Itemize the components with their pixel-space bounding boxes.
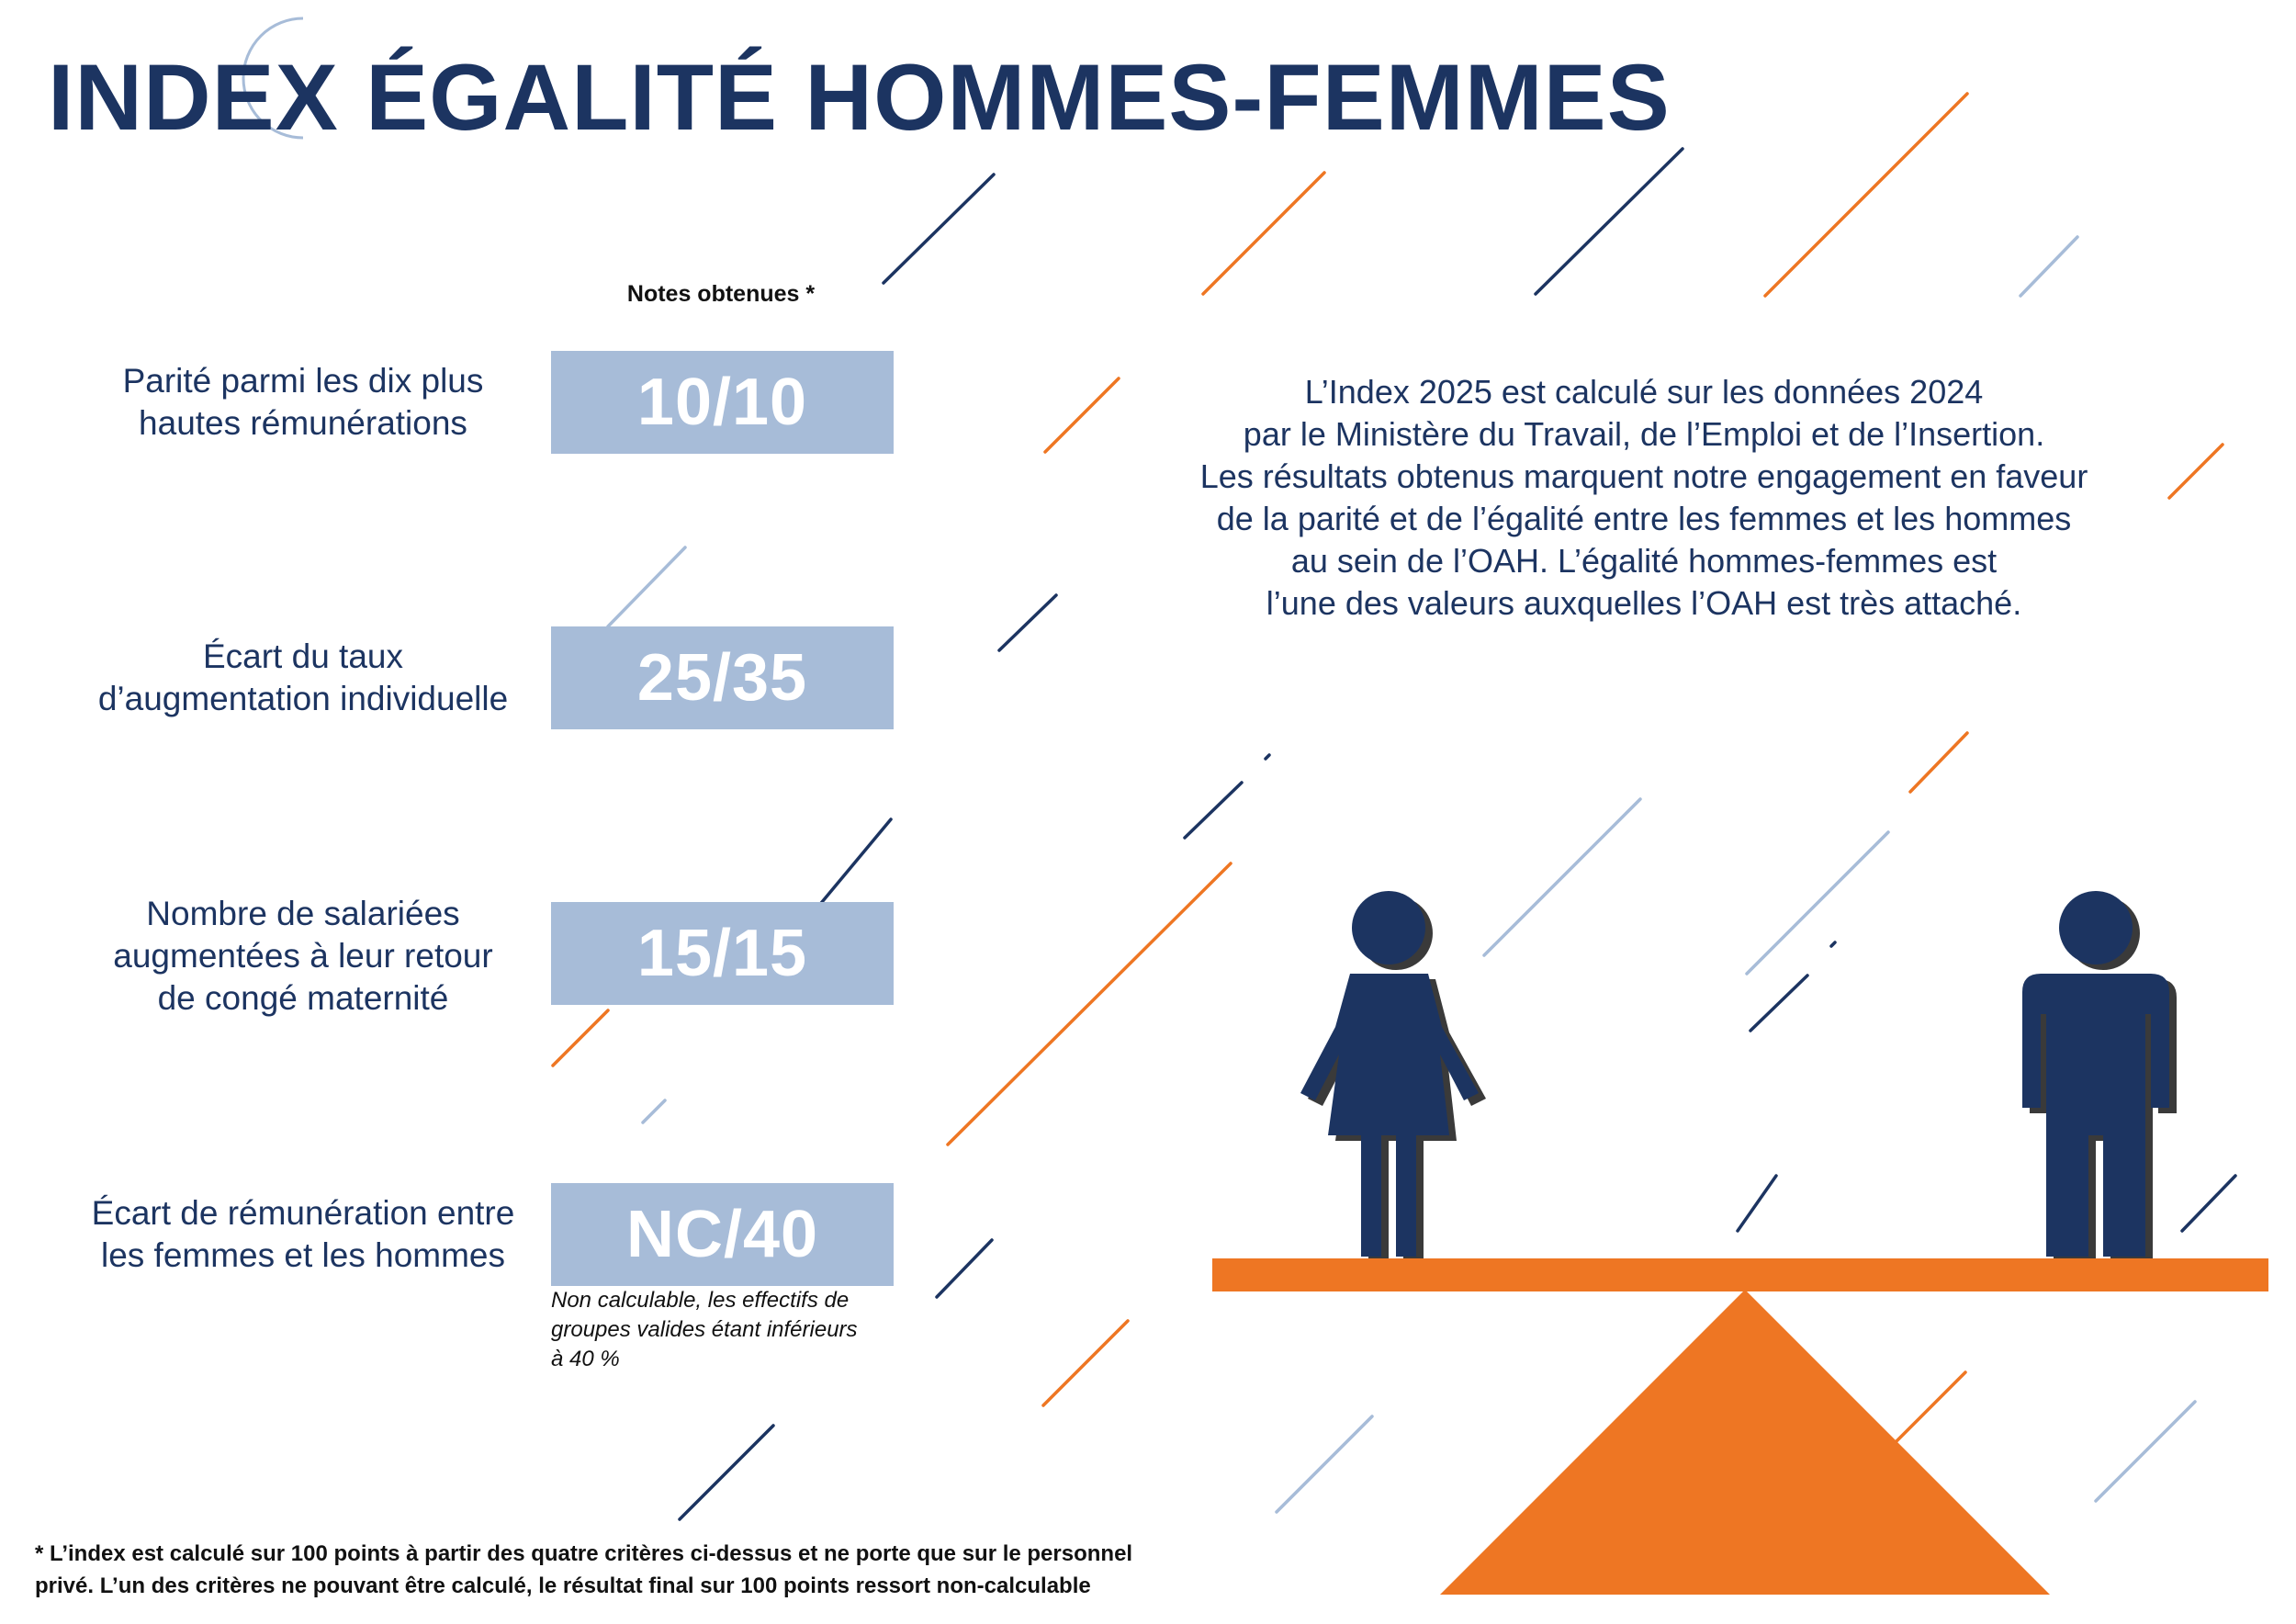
man-icon <box>2020 889 2186 1266</box>
info-line: de la parité et de l’égalité entre les femmes et les hommes <box>1216 500 2072 537</box>
info-line: par le Ministère du Travail, de l’Emploi et de l’Insertion. <box>1243 415 2045 453</box>
criterion-label-3 <box>55 893 551 1020</box>
criterion-label-line: Écart de rémunération entre <box>91 1194 515 1232</box>
info-line: l’une des valeurs auxquelles l’OAH est très attaché. <box>1266 584 2022 622</box>
criterion-label-line: d’augmentation individuelle <box>97 680 509 717</box>
woman-icon <box>1295 889 1488 1266</box>
page-title: INDEX ÉGALITÉ HOMMES-FEMMES <box>48 45 1671 150</box>
info-line: L’Index 2025 est calculé sur les données 2024 <box>1304 373 1984 411</box>
scale-fulcrum <box>1440 1290 2050 1595</box>
criterion-label-2 <box>55 636 551 720</box>
note-line: groupes valides étant inférieurs <box>551 1317 858 1342</box>
score-box-3: 15/15 <box>551 902 894 1005</box>
criterion-label-4 <box>55 1192 551 1277</box>
criterion-label-line: augmentées à leur retour <box>113 937 493 975</box>
criterion-label-line: hautes rémunérations <box>139 404 467 442</box>
scale-beam <box>1212 1258 2268 1291</box>
info-line: Les résultats obtenus marquent notre engagement en faveur <box>1199 457 2088 495</box>
criterion-label-line: les femmes et les hommes <box>100 1236 506 1274</box>
criterion-label-line: Écart du taux <box>202 637 403 675</box>
info-paragraph <box>1139 371 2149 625</box>
footnote <box>35 1538 1339 1602</box>
score-box-2: 25/35 <box>551 626 894 729</box>
scores-column-header: Notes obtenues * <box>626 281 816 307</box>
info-line: au sein de l’OAH. L’égalité hommes-femmes est <box>1290 542 1998 580</box>
footnote-line: * L’index est calculé sur 100 points à partir des quatre critères ci-dessus et ne porte que sur le personnel <box>35 1541 1133 1566</box>
balance-scale-icon <box>1212 1258 2278 1598</box>
non-calculable-note <box>551 1286 918 1374</box>
criterion-label-line: Parité parmi les dix plus <box>122 362 484 400</box>
criterion-label-line: de congé maternité <box>157 979 449 1017</box>
criterion-label-1 <box>55 360 551 445</box>
score-box-4: NC/40 <box>551 1183 894 1286</box>
score-box-1: 10/10 <box>551 351 894 454</box>
note-line: à 40 % <box>551 1347 620 1371</box>
note-line: Non calculable, les effectifs de <box>551 1288 850 1313</box>
footnote-line: privé. L’un des critères ne pouvant être calculé, le résultat final sur 100 points ressort non-calculable <box>35 1573 1091 1598</box>
criterion-label-line: Nombre de salariées <box>146 895 460 932</box>
